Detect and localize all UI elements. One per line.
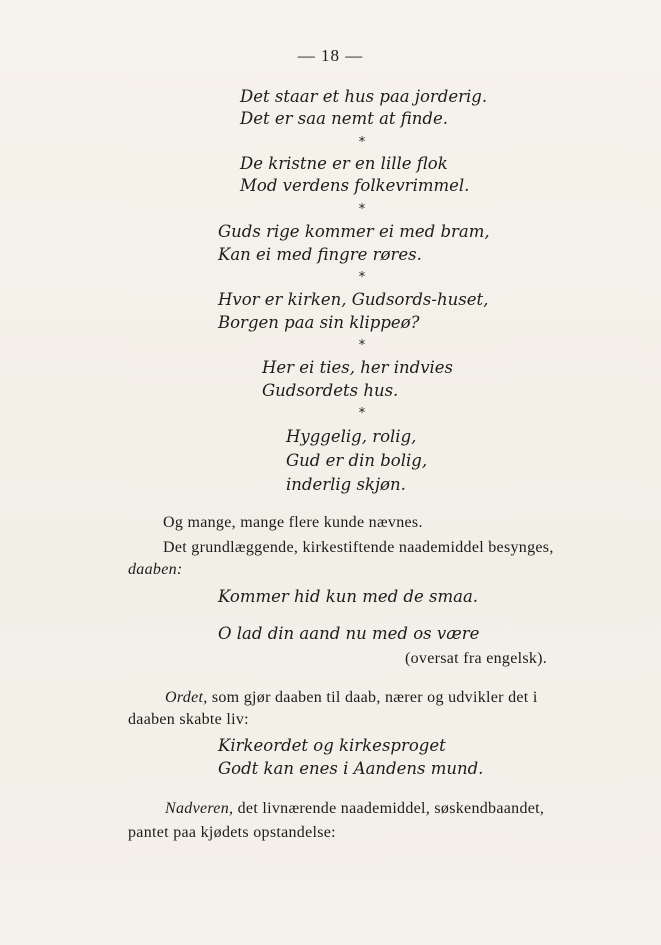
quote-line: Kommer hid kun med de smaa. (218, 587, 479, 606)
separator-asterisk: * (358, 406, 366, 421)
verse-line: Det er saa nemt at finde. (240, 109, 448, 128)
verse-line: inderlig skjøn. (286, 475, 406, 494)
separator-asterisk: * (358, 202, 366, 217)
paragraph: Det grundlæggende, kirkestiftende naademiddel besynges, (163, 539, 554, 556)
paragraph-line (165, 798, 544, 820)
emphasis: daaben: (128, 561, 183, 578)
verse-line: De kristne er en lille flok (240, 154, 448, 173)
separator-asterisk: * (358, 135, 366, 150)
verse-line: Hyggelig, rolig, (286, 427, 417, 446)
paragraph-line: pantet paa kjødets opstandelse: (128, 824, 336, 841)
paragraph-line (165, 687, 538, 709)
verse-line: Borgen paa sin klippeø? (218, 313, 420, 332)
quote-line: Godt kan enes i Aandens mund. (218, 759, 484, 778)
verse-line: Det staar et hus paa jorderig. (240, 87, 488, 106)
paragraph: Og mange, mange flere kunde nævnes. (163, 514, 423, 531)
emphasis: Nadveren, (165, 800, 234, 817)
paragraph-line (128, 559, 183, 581)
quote-line: Kirkeordet og kirkesproget (218, 736, 446, 755)
separator-asterisk: * (358, 338, 366, 353)
verse-line: Gud er din bolig, (286, 451, 428, 470)
emphasis: Ordet, (165, 689, 208, 706)
paragraph-text: det livnærende naademiddel, søskendbaandet, (237, 800, 545, 817)
page-number: — 18 — (297, 46, 364, 65)
paragraph-text: som gjør daaben til daab, nærer og udvikler det i (211, 689, 538, 706)
verse-line: Hvor er kirken, Gudsords-huset, (218, 290, 489, 309)
separator-asterisk: * (358, 270, 366, 285)
verse-line: Kan ei med fingre røres. (218, 245, 422, 264)
quote-line: O lad din aand nu med os være (218, 624, 480, 643)
verse-line: Guds rige kommer ei med bram, (218, 222, 490, 241)
translation-note: (oversat fra engelsk). (405, 650, 548, 667)
verse-line: Mod verdens folkevrimmel. (240, 176, 470, 195)
paragraph-line: daaben skabte liv: (128, 711, 249, 728)
verse-line: Gudsordets hus. (262, 381, 399, 400)
verse-line: Her ei ties, her indvies (262, 358, 454, 377)
